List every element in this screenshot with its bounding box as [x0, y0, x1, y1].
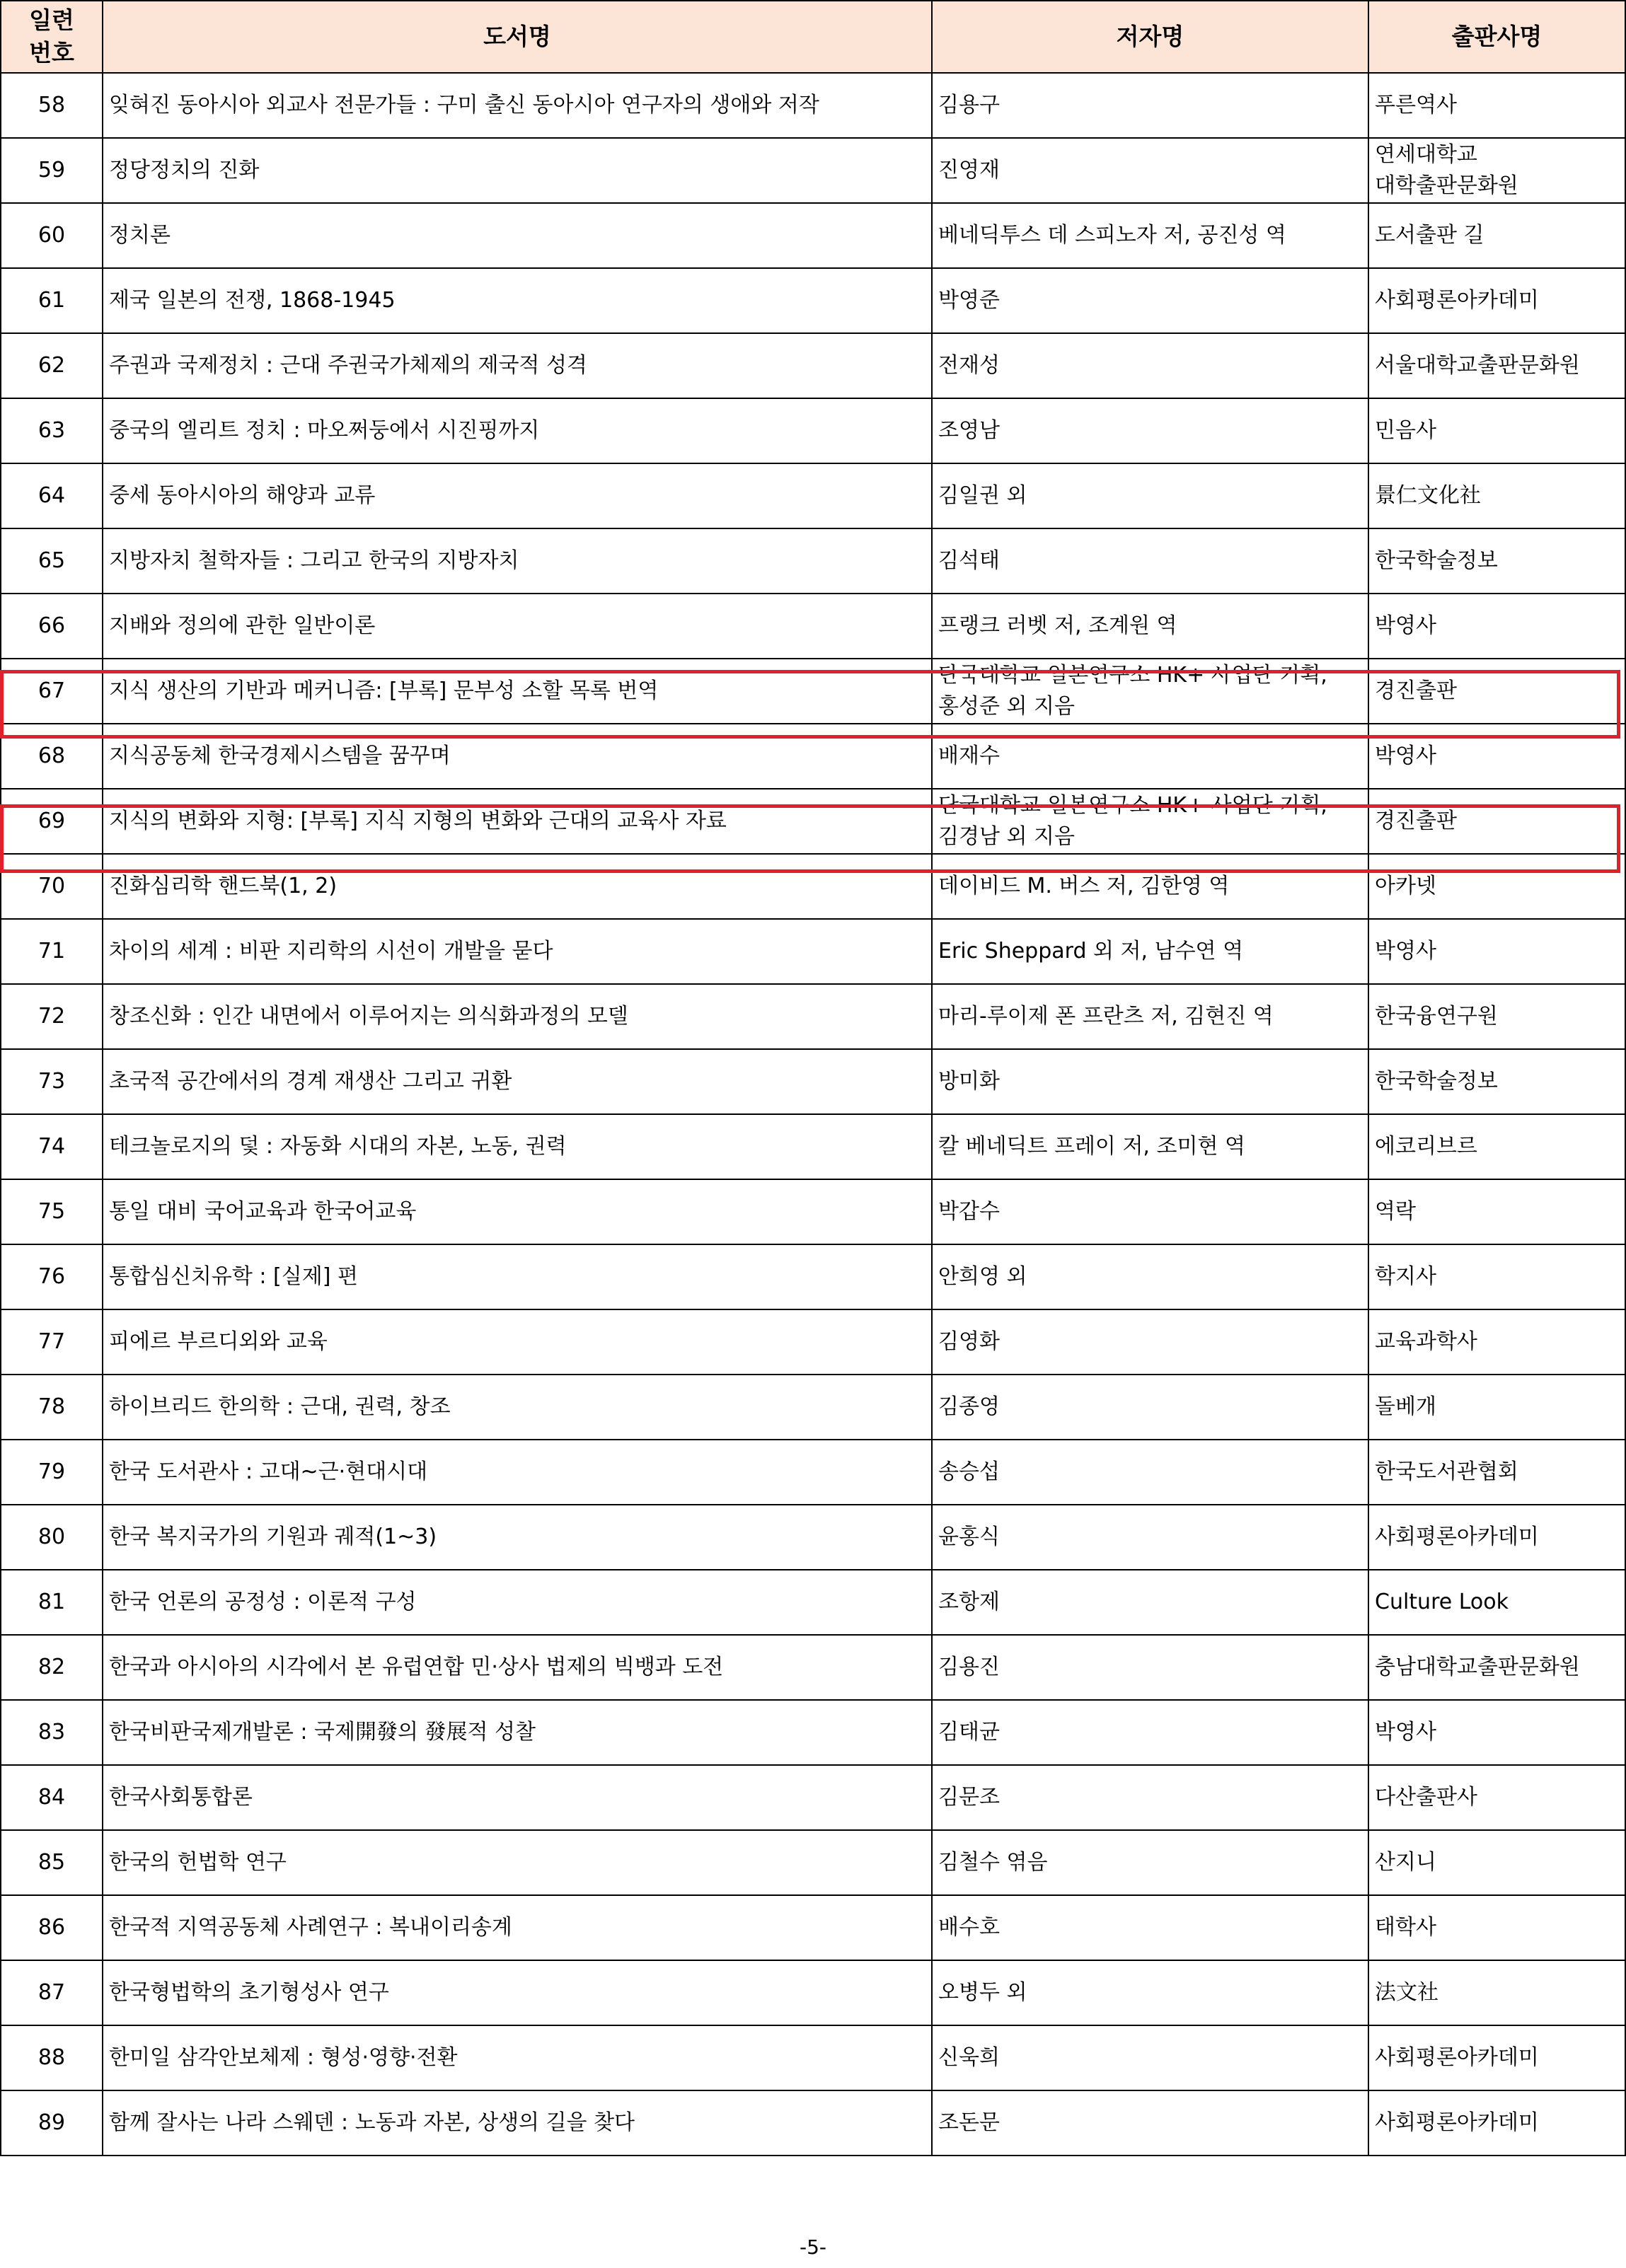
table-row: [1, 268, 1625, 333]
cell-title: 테크놀로지의 덫 : 자동화 시대의 자본, 노동, 권력: [103, 1114, 932, 1179]
cell-author: 칼 베네딕트 프레이 저, 조미현 역: [932, 1114, 1368, 1179]
cell-number: 61: [1, 268, 103, 333]
cell-author: 배재수: [932, 724, 1368, 789]
cell-author: 진영재: [932, 138, 1368, 203]
cell-publisher: 사회평론아카데미: [1368, 1505, 1625, 1570]
cell-number: 74: [1, 1114, 103, 1179]
cell-author: 김일권 외: [932, 463, 1368, 528]
cell-title: 한국과 아시아의 시각에서 본 유럽연합 민·상사 법제의 빅뱅과 도전: [103, 1635, 932, 1700]
cell-title: 지식의 변화와 지형: [부록] 지식 지형의 변화와 근대의 교육사 자료: [103, 789, 932, 854]
cell-title: 통합심신치유학 : [실제] 편: [103, 1244, 932, 1309]
cell-title: 지식 생산의 기반과 메커니즘: [부록] 문부성 소할 목록 번역: [103, 659, 932, 724]
cell-number: 70: [1, 854, 103, 919]
table-row: [1, 1049, 1625, 1114]
table-row: [1, 1700, 1625, 1765]
cell-author: 단국대학교 일본연구소 HK+ 사업단 기획, 홍성준 외 지음: [932, 659, 1368, 724]
cell-title: 한국적 지역공동체 사례연구 : 복내이리송계: [103, 1895, 932, 1960]
table-row: [1, 659, 1625, 724]
cell-number: 75: [1, 1179, 103, 1244]
header-publisher: 출판사명: [1368, 1, 1625, 73]
cell-number: 64: [1, 463, 103, 528]
cell-publisher: 박영사: [1368, 919, 1625, 984]
cell-number: 67: [1, 659, 103, 724]
cell-publisher: 한국학술정보: [1368, 1049, 1625, 1114]
table-row: [1, 2090, 1625, 2156]
table-row: [1, 1179, 1625, 1244]
cell-number: 77: [1, 1309, 103, 1375]
cell-publisher: 사회평론아카데미: [1368, 2025, 1625, 2090]
cell-author: 조영남: [932, 398, 1368, 463]
cell-title: 한국형법학의 초기형성사 연구: [103, 1960, 932, 2025]
cell-number: 69: [1, 789, 103, 854]
cell-publisher: 서울대학교출판문화원: [1368, 333, 1625, 398]
cell-publisher: 사회평론아카데미: [1368, 268, 1625, 333]
cell-title: 제국 일본의 전쟁, 1868-1945: [103, 268, 932, 333]
table-row: [1, 333, 1625, 398]
cell-author: 데이비드 M. 버스 저, 김한영 역: [932, 854, 1368, 919]
cell-number: 86: [1, 1895, 103, 1960]
cell-title: 창조신화 : 인간 내면에서 이루어지는 의식화과정의 모델: [103, 984, 932, 1049]
cell-publisher: 민음사: [1368, 398, 1625, 463]
table-row: [1, 1375, 1625, 1440]
cell-number: 63: [1, 398, 103, 463]
cell-number: 84: [1, 1765, 103, 1830]
table-row: [1, 398, 1625, 463]
table-row: [1, 984, 1625, 1049]
cell-number: 87: [1, 1960, 103, 2025]
cell-number: 80: [1, 1505, 103, 1570]
cell-number: 81: [1, 1570, 103, 1635]
cell-publisher: 도서출판 길: [1368, 203, 1625, 268]
cell-number: 82: [1, 1635, 103, 1700]
header-title: 도서명: [103, 1, 932, 73]
cell-author: 송승섭: [932, 1440, 1368, 1505]
cell-author: 신욱희: [932, 2025, 1368, 2090]
cell-author: 방미화: [932, 1049, 1368, 1114]
table-row: [1, 1244, 1625, 1309]
cell-author: 윤홍식: [932, 1505, 1368, 1570]
cell-number: 71: [1, 919, 103, 984]
table-row: [1, 594, 1625, 659]
table-row: [1, 138, 1625, 203]
cell-publisher: 연세대학교 대학출판문화원: [1368, 138, 1625, 203]
cell-title: 초국적 공간에서의 경계 재생산 그리고 귀환: [103, 1049, 932, 1114]
cell-title: 함께 잘사는 나라 스웨덴 : 노동과 자본, 상생의 길을 찾다: [103, 2090, 932, 2156]
cell-publisher: 박영사: [1368, 724, 1625, 789]
cell-title: 주권과 국제정치 : 근대 주권국가체제의 제국적 성격: [103, 333, 932, 398]
cell-number: 76: [1, 1244, 103, 1309]
table-body: [1, 73, 1625, 2156]
cell-number: 66: [1, 594, 103, 659]
cell-title: 한미일 삼각안보체제 : 형성·영향·전환: [103, 2025, 932, 2090]
cell-title: 잊혀진 동아시아 외교사 전문가들 : 구미 출신 동아시아 연구자의 생애와 저작: [103, 73, 932, 138]
cell-publisher: 아카넷: [1368, 854, 1625, 919]
cell-number: 73: [1, 1049, 103, 1114]
cell-publisher: 法文社: [1368, 1960, 1625, 2025]
cell-publisher: 에코리브르: [1368, 1114, 1625, 1179]
cell-publisher: 景仁文化社: [1368, 463, 1625, 528]
cell-author: 김철수 엮음: [932, 1830, 1368, 1895]
cell-publisher: 돌베개: [1368, 1375, 1625, 1440]
cell-title: 정치론: [103, 203, 932, 268]
cell-number: 68: [1, 724, 103, 789]
cell-title: 피에르 부르디외와 교육: [103, 1309, 932, 1375]
table-row: [1, 724, 1625, 789]
cell-publisher: 태학사: [1368, 1895, 1625, 1960]
cell-title: 진화심리학 핸드북(1, 2): [103, 854, 932, 919]
cell-publisher: 역락: [1368, 1179, 1625, 1244]
header-author: 저자명: [932, 1, 1368, 73]
cell-author: 김문조: [932, 1765, 1368, 1830]
cell-title: 한국 복지국가의 기원과 궤적(1~3): [103, 1505, 932, 1570]
cell-title: 지방자치 철학자들 : 그리고 한국의 지방자치: [103, 528, 932, 594]
cell-number: 62: [1, 333, 103, 398]
table-row: [1, 1960, 1625, 2025]
cell-title: 지배와 정의에 관한 일반이론: [103, 594, 932, 659]
cell-author: 마리-루이제 폰 프란츠 저, 김현진 역: [932, 984, 1368, 1049]
cell-author: Eric Sheppard 외 저, 남수연 역: [932, 919, 1368, 984]
cell-number: 78: [1, 1375, 103, 1440]
cell-publisher: 교육과학사: [1368, 1309, 1625, 1375]
cell-publisher: 사회평론아카데미: [1368, 2090, 1625, 2156]
table-row: [1, 73, 1625, 138]
table-row: [1, 1440, 1625, 1505]
table-row: [1, 1570, 1625, 1635]
cell-publisher: 박영사: [1368, 1700, 1625, 1765]
cell-author: 김종영: [932, 1375, 1368, 1440]
cell-number: 79: [1, 1440, 103, 1505]
cell-title: 한국 도서관사 : 고대~근·현대시대: [103, 1440, 932, 1505]
table-row: [1, 528, 1625, 594]
cell-publisher: 한국융연구원: [1368, 984, 1625, 1049]
cell-title: 지식공동체 한국경제시스템을 꿈꾸며: [103, 724, 932, 789]
cell-publisher: 한국학술정보: [1368, 528, 1625, 594]
cell-author: 안희영 외: [932, 1244, 1368, 1309]
cell-author: 배수호: [932, 1895, 1368, 1960]
cell-author: 베네딕투스 데 스피노자 저, 공진성 역: [932, 203, 1368, 268]
cell-number: 59: [1, 138, 103, 203]
cell-author: 김석태: [932, 528, 1368, 594]
header-number: 일련 번호: [1, 1, 103, 73]
page-number: -5-: [799, 2235, 827, 2259]
cell-author: 프랭크 러벳 저, 조계원 역: [932, 594, 1368, 659]
table-row: [1, 1505, 1625, 1570]
cell-number: 85: [1, 1830, 103, 1895]
cell-author: 단국대학교 일본연구소 HK+ 사업단 기획, 김경남 외 지음: [932, 789, 1368, 854]
cell-number: 60: [1, 203, 103, 268]
cell-number: 72: [1, 984, 103, 1049]
cell-author: 김용진: [932, 1635, 1368, 1700]
table-row: [1, 1895, 1625, 1960]
table-row: [1, 463, 1625, 528]
table-row: [1, 919, 1625, 984]
cell-publisher: 산지니: [1368, 1830, 1625, 1895]
cell-title: 하이브리드 한의학 : 근대, 권력, 창조: [103, 1375, 932, 1440]
cell-number: 58: [1, 73, 103, 138]
table-row: [1, 1635, 1625, 1700]
cell-author: 전재성: [932, 333, 1368, 398]
cell-title: 한국사회통합론: [103, 1765, 932, 1830]
cell-publisher: Culture Look: [1368, 1570, 1625, 1635]
cell-author: 조항제: [932, 1570, 1368, 1635]
cell-author: 김영화: [932, 1309, 1368, 1375]
cell-publisher: 경진출판: [1368, 659, 1625, 724]
cell-number: 65: [1, 528, 103, 594]
table-row: [1, 1765, 1625, 1830]
cell-number: 89: [1, 2090, 103, 2156]
cell-author: 박영준: [932, 268, 1368, 333]
cell-author: 조돈문: [932, 2090, 1368, 2156]
cell-number: 83: [1, 1700, 103, 1765]
cell-title: 중세 동아시아의 해양과 교류: [103, 463, 932, 528]
cell-title: 한국비판국제개발론 : 국제開發의 發展적 성찰: [103, 1700, 932, 1765]
table-row: [1, 1830, 1625, 1895]
table-header-row: [1, 1, 1625, 73]
cell-publisher: 충남대학교출판문화원: [1368, 1635, 1625, 1700]
cell-publisher: 학지사: [1368, 1244, 1625, 1309]
table-row: [1, 1114, 1625, 1179]
cell-publisher: 다산출판사: [1368, 1765, 1625, 1830]
cell-title: 한국 언론의 공정성 : 이론적 구성: [103, 1570, 932, 1635]
table-row: [1, 203, 1625, 268]
cell-author: 김태균: [932, 1700, 1368, 1765]
table-row: [1, 1309, 1625, 1375]
cell-title: 차이의 세계 : 비판 지리학의 시선이 개발을 묻다: [103, 919, 932, 984]
cell-title: 정당정치의 진화: [103, 138, 932, 203]
cell-author: 오병두 외: [932, 1960, 1368, 2025]
cell-title: 중국의 엘리트 정치 : 마오쩌둥에서 시진핑까지: [103, 398, 932, 463]
table-row: [1, 2025, 1625, 2090]
cell-title: 한국의 헌법학 연구: [103, 1830, 932, 1895]
cell-author: 박갑수: [932, 1179, 1368, 1244]
cell-publisher: 한국도서관협회: [1368, 1440, 1625, 1505]
cell-publisher: 경진출판: [1368, 789, 1625, 854]
table-row: [1, 789, 1625, 854]
cell-publisher: 박영사: [1368, 594, 1625, 659]
table-row: [1, 854, 1625, 919]
cell-title: 통일 대비 국어교육과 한국어교육: [103, 1179, 932, 1244]
cell-author: 김용구: [932, 73, 1368, 138]
cell-number: 88: [1, 2025, 103, 2090]
cell-publisher: 푸른역사: [1368, 73, 1625, 138]
